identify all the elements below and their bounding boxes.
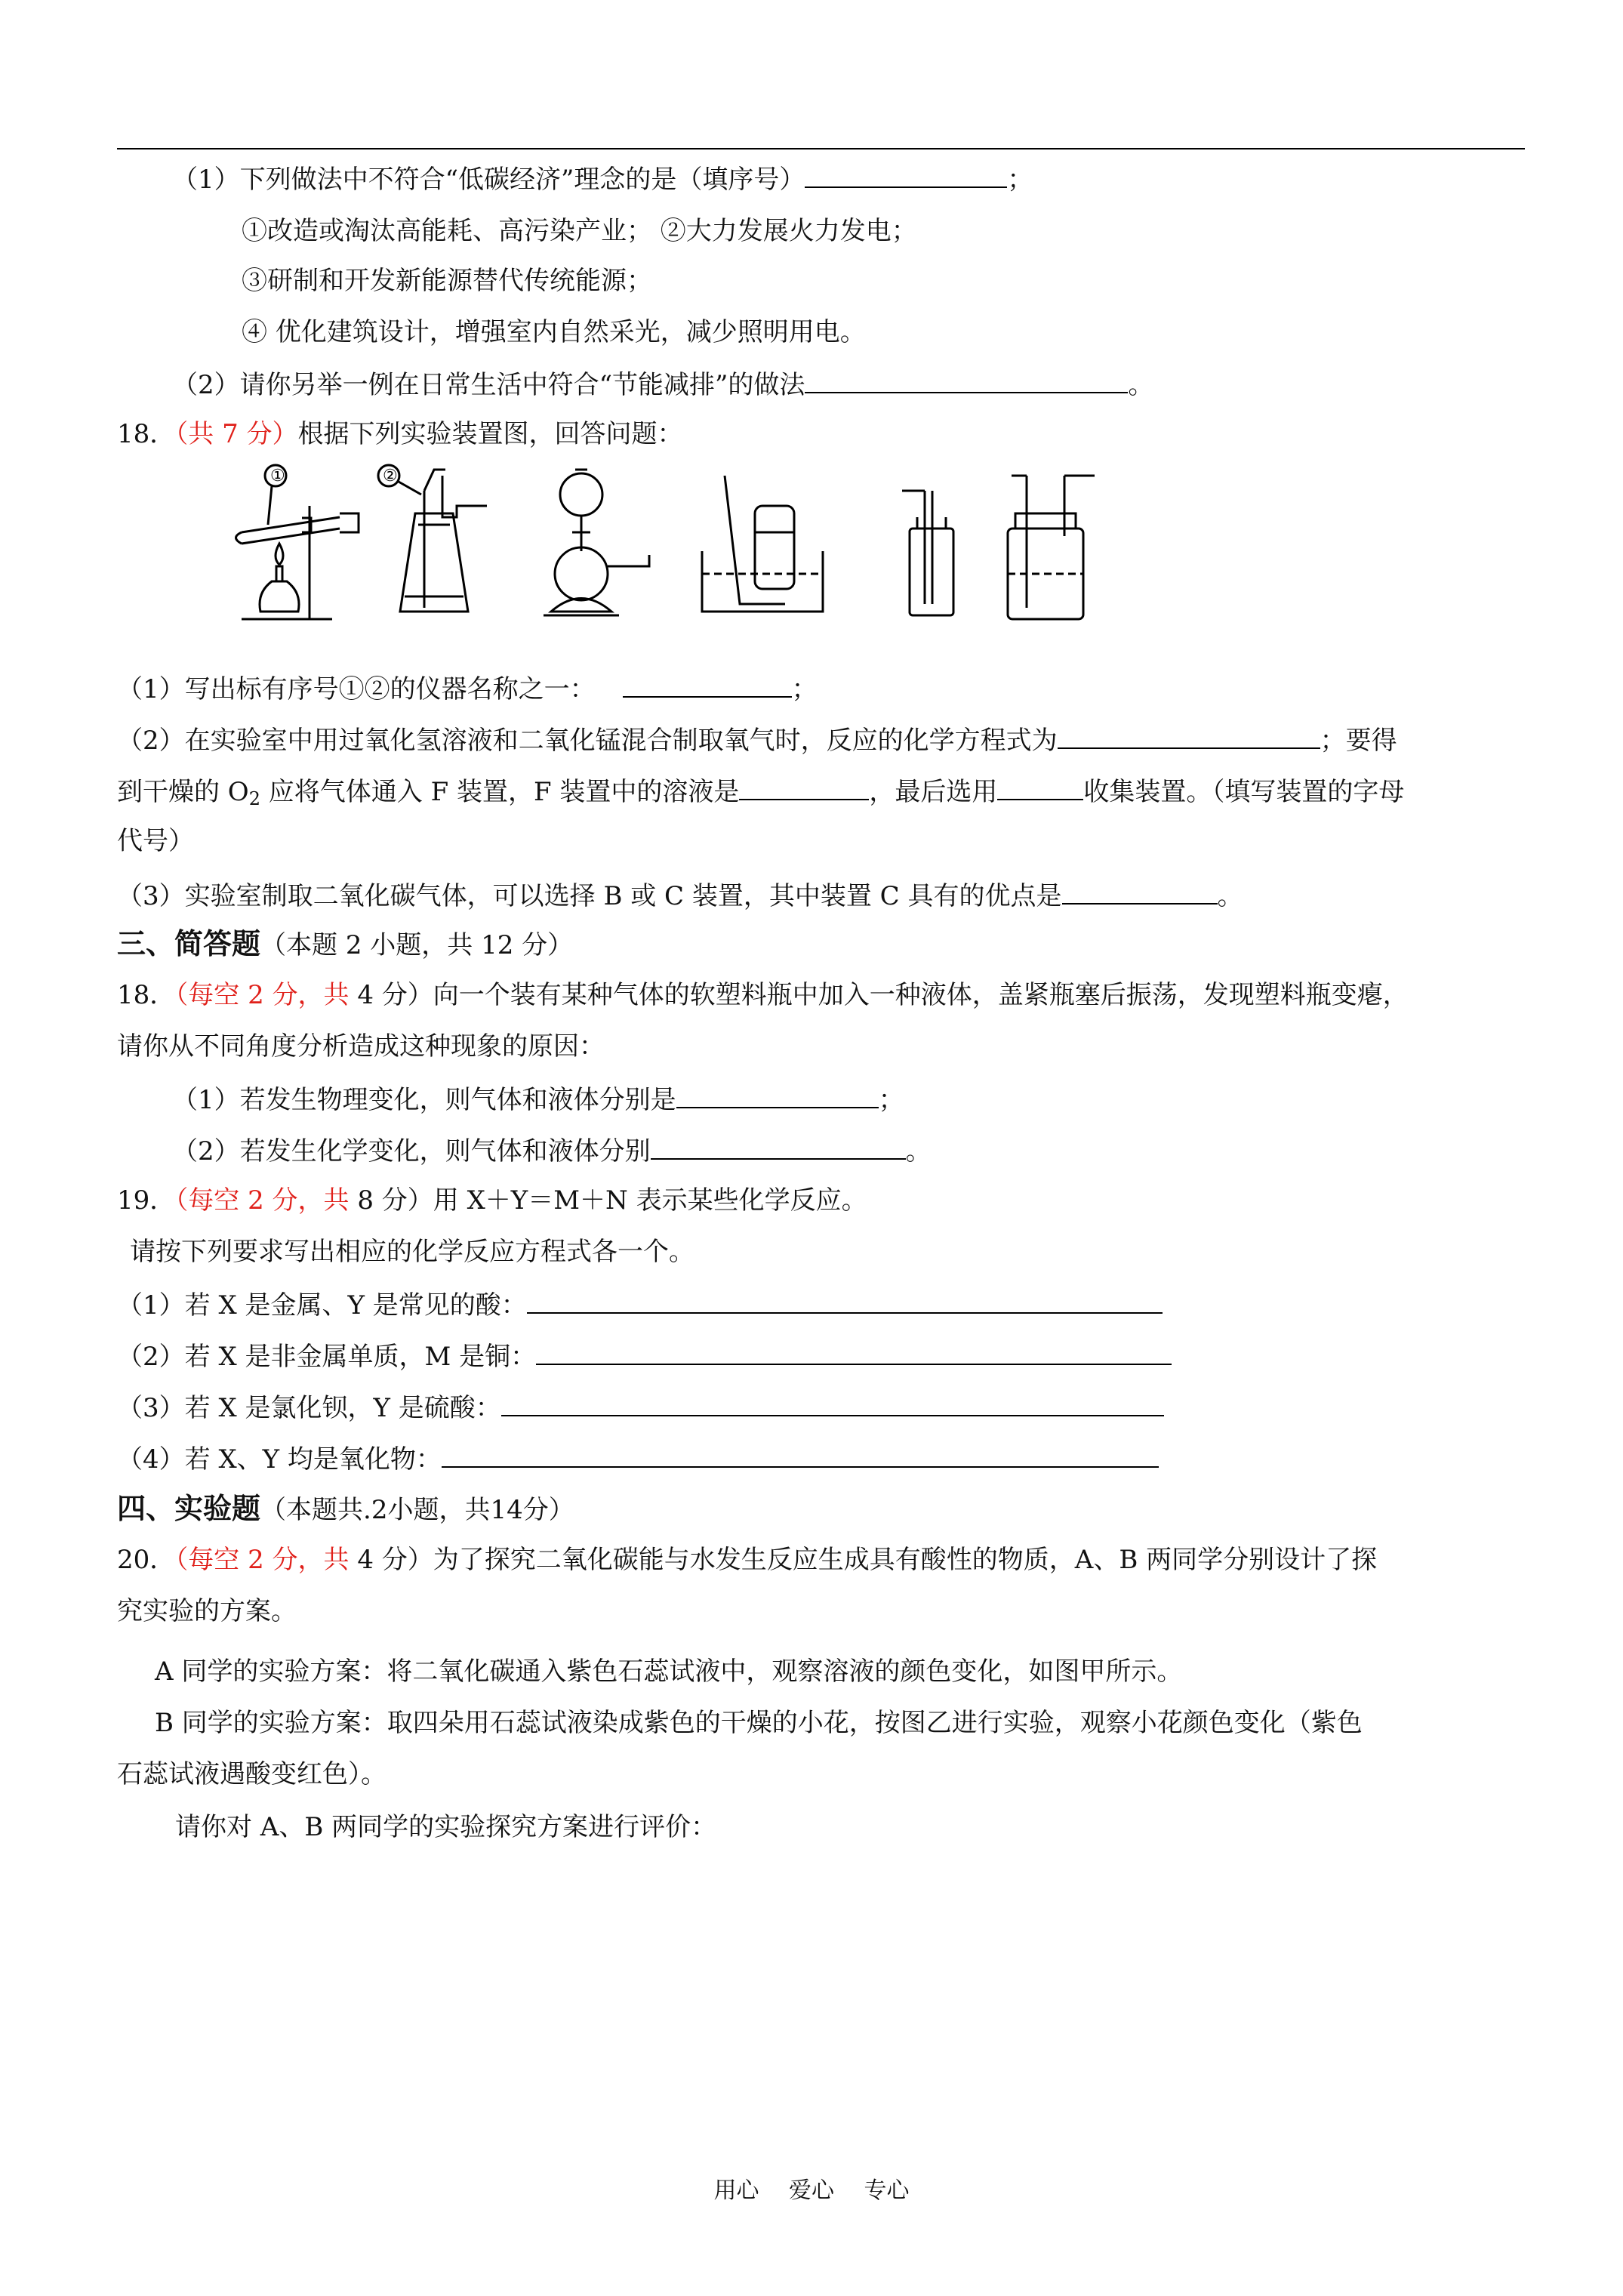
section-3-heading: 三、简答题（本题 2 小题，共 12 分） [117, 926, 574, 960]
q17-options-1-2: ①改造或淘汰高能耗、高污染产业； ②大力发展火力发电； [242, 216, 917, 246]
q19-part4: （4）若 X、Y 均是氧化物： [117, 1442, 1159, 1475]
apparatus-f-wash-bottle [1008, 476, 1095, 619]
q17-part1: （1）下列做法中不符合“低碳经济”理念的是（填序号） ； [172, 162, 1033, 195]
q18b-stem-line2: 请你从不同角度分析造成这种现象的原因： [117, 1031, 605, 1062]
answer-blank[interactable] [1058, 723, 1320, 749]
answer-blank[interactable] [527, 1288, 1163, 1314]
answer-blank[interactable] [739, 775, 869, 800]
q19-instruction: 请按下列要求写出相应的化学反应方程式各一个。 [130, 1237, 694, 1267]
answer-blank[interactable] [536, 1339, 1172, 1365]
answer-blank[interactable] [805, 368, 1128, 393]
q18-part2-line2: 到干燥的 $O_2$ 应将气体通入 F 装置，F 装置中的溶液是 ，最后选用 收集装置。（填写装置的字母 [117, 775, 1404, 814]
q18-apparatus-stem: 18．（共 7 分）根据下列实验装置图，回答问题： [117, 419, 683, 449]
q20-stem-line2: 究实验的方案。 [117, 1596, 297, 1626]
marker-2: ② [383, 467, 398, 485]
q19-part1: （1）若 X 是金属、Y 是常见的酸： [117, 1288, 1163, 1321]
apparatus-a-heating-tube [236, 465, 359, 619]
q17-option-4: ④ 优化建筑设计，增强室内自然采光，减少照明用电。 [242, 317, 866, 347]
q18-part2-line1: （2）在实验室中用过氧化氢溶液和二氧化锰混合制取氧气时，反应的化学方程式为 ；要得 [117, 723, 1397, 756]
page-footer: 用心 爱心 专心 [713, 2177, 910, 2204]
q18-part1: （1）写出标有序号①②的仪器名称之一： ； [117, 672, 818, 704]
q18-part3: （3）实验室制取二氧化碳气体，可以选择 B 或 C 装置，其中装置 C 具有的优点是 。 [117, 879, 1243, 911]
answer-blank[interactable] [805, 162, 1007, 188]
apparatus-b-conical-flask [378, 465, 487, 612]
q18-part2-line3: 代号） [117, 826, 194, 856]
q17-option-3: ③研制和开发新能源替代传统能源； [242, 266, 652, 296]
answer-blank[interactable] [623, 672, 792, 698]
apparatus-c-separatory-funnel [544, 470, 649, 615]
answer-blank[interactable] [442, 1442, 1159, 1468]
q18b-part1: （1）若发生物理变化，则气体和液体分别是 ； [172, 1083, 904, 1115]
q20-plan-b-line2: 石蕊试液遇酸变红色）。 [117, 1759, 387, 1789]
apparatus-d-water-trough [702, 476, 823, 612]
q17-part2: （2）请你另举一例在日常生活中符合“节能减排”的做法 。 [172, 368, 1153, 400]
q20-question: 请你对 A、B 两同学的实验探究方案进行评价： [175, 1812, 717, 1842]
q19-stem: 19．（每空 2 分，共 8 分）用 X＋Y＝M＋N 表示某些化学反应。 [117, 1185, 867, 1216]
answer-blank[interactable] [676, 1083, 879, 1108]
q18b-part2: （2）若发生化学变化，则气体和液体分别 。 [172, 1134, 932, 1166]
q18b-stem-line1: 18．（每空 2 分，共 4 分）向一个装有某种气体的软塑料瓶中加入一种液体，盖紧瓶塞后振荡，发现塑料瓶变瘪， [117, 980, 1409, 1010]
answer-blank[interactable] [1062, 879, 1218, 905]
apparatus-e-collecting-bottle [902, 491, 953, 615]
q19-part3: （3）若 X 是氯化钡，Y 是硫酸： [117, 1391, 1164, 1423]
answer-blank[interactable] [501, 1391, 1164, 1416]
q20-plan-b-line1: B 同学的实验方案：取四朵用石蕊试液染成紫色的干燥的小花，按图乙进行实验，观察小花颜色变化（紫色 [155, 1708, 1363, 1738]
lab-apparatus-figure [226, 461, 1117, 627]
section-4-heading: 四、实验题（本题共.2小题，共14分） [117, 1491, 574, 1525]
marker-1: ① [270, 467, 285, 485]
answer-blank[interactable] [651, 1134, 906, 1160]
q20-stem-line1: 20．（每空 2 分，共 4 分）为了探究二氧化碳能与水发生反应生成具有酸性的物质，A、B 两同学分别设计了探 [117, 1545, 1378, 1575]
q19-part2: （2）若 X 是非金属单质，M 是铜： [117, 1339, 1172, 1372]
q20-plan-a: A 同学的实验方案：将二氧化碳通入紫色石蕊试液中，观察溶液的颜色变化，如图甲所示。 [155, 1657, 1183, 1687]
answer-blank[interactable] [997, 775, 1083, 800]
header-rule [117, 148, 1525, 149]
